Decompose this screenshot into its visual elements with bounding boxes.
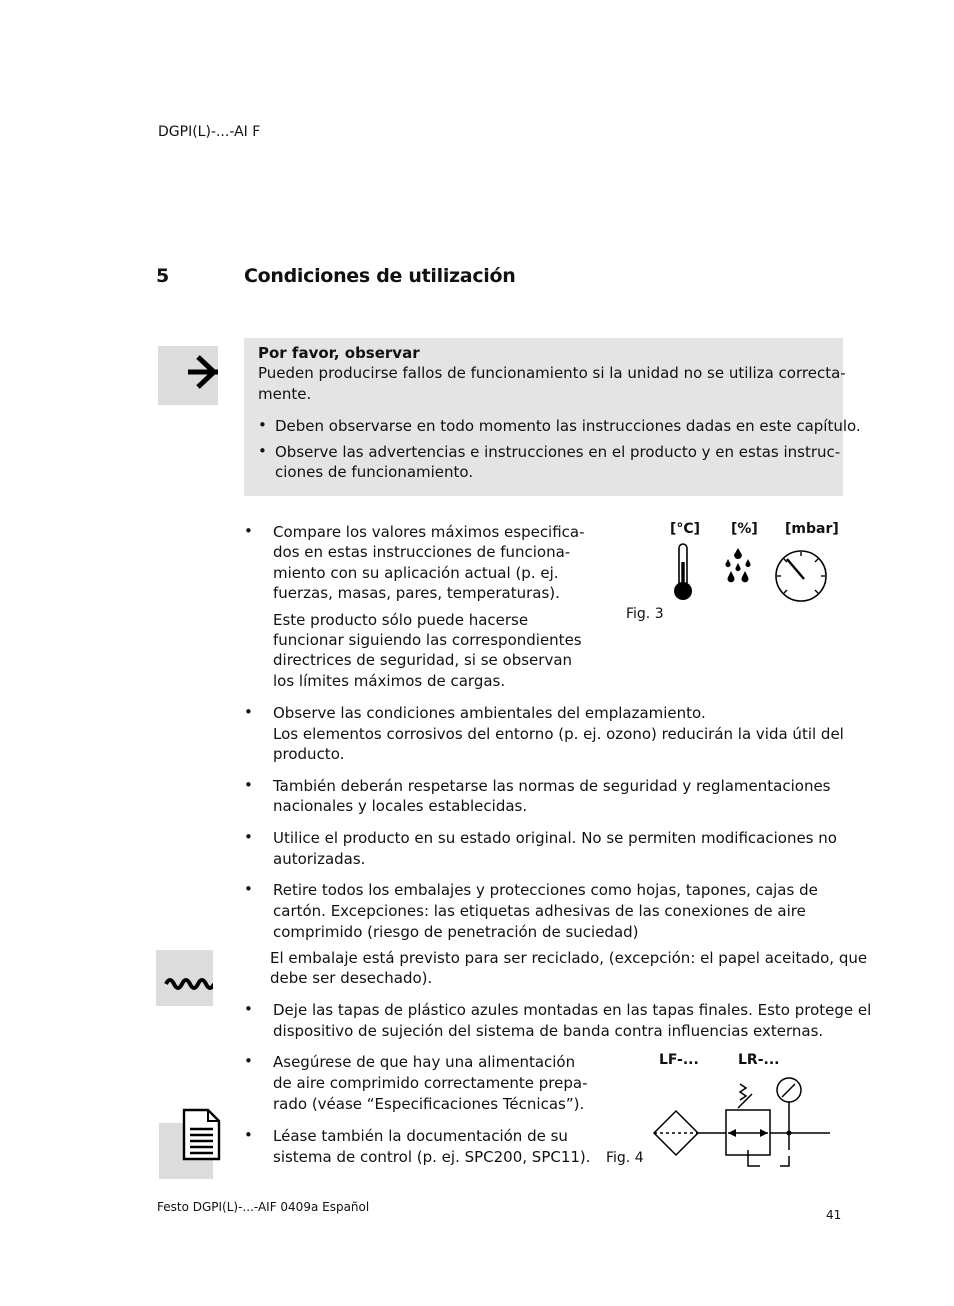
note-lead-line-1: Pueden producirse fallos de funcionamiento si la unidad no se utiliza correcta-: [258, 364, 846, 382]
humidity-drops-icon: [722, 546, 754, 590]
bullet-8-line-2: sistema de control (p. ej. SPC200, SPC11).: [273, 1148, 591, 1166]
bullet-1-line-2: dos en estas instrucciones de funciona-: [273, 543, 571, 561]
bullet-1-extra-line-2: funcionar siguiendo las correspondientes: [273, 631, 582, 649]
figure-4-label: Fig. 4: [606, 1150, 644, 1166]
note-bullet-2-line-2: ciones de funcionamiento.: [275, 463, 474, 481]
bullet-8-line-1: Léase también la documentación de su: [273, 1127, 568, 1145]
pressure-gauge-icon: [773, 548, 829, 608]
note-bullet-1: Deben observarse en todo momento las instrucciones dadas en este capítulo.: [275, 417, 861, 435]
humidity-unit-label: [%]: [731, 521, 758, 537]
bullet-marker: •: [244, 1052, 253, 1070]
bullet-2-line-2: Los elementos corrosivos del entorno (p. ej. ozono) reducirán la vida útil del: [273, 725, 844, 743]
bullet-2-line-1: Observe las condiciones ambientales del emplazamiento.: [273, 704, 706, 722]
bullet-marker: •: [244, 1000, 253, 1018]
bullet-1-line-4: fuerzas, masas, pares, temperaturas).: [273, 584, 560, 602]
bullet-marker: •: [244, 880, 253, 898]
bullet-marker: •: [244, 522, 253, 540]
document-code: DGPI(L)-...-AI F: [158, 124, 261, 140]
bullet-marker: •: [244, 828, 253, 846]
bullet-marker: •: [244, 776, 253, 794]
note-arrow-icon: [158, 346, 218, 405]
document-icon: [180, 1108, 222, 1166]
note-bullet-2-line-1: Observe las advertencias e instrucciones en el producto y en estas instruc-: [275, 443, 841, 461]
pressure-unit-label: [mbar]: [785, 521, 839, 537]
bullet-4-line-2: autorizadas.: [273, 850, 366, 868]
bullet-5-line-3: comprimido (riesgo de penetración de suciedad): [273, 923, 639, 941]
regulator-label: LR-...: [738, 1052, 780, 1068]
bullet-6-line-2: dispositivo de sujeción del sistema de banda contra influencias externas.: [273, 1022, 824, 1040]
footer-document-info: Festo DGPI(L)-...-AIF 0409a Español: [157, 1200, 370, 1214]
recycling-wave-icon: [156, 950, 213, 1006]
bullet-marker: •: [244, 1126, 253, 1144]
bullet-3-line-2: nacionales y locales establecidas.: [273, 797, 528, 815]
bullet-7-line-3: rado (véase “Especificaciones Técnicas”).: [273, 1095, 585, 1113]
environment-note-line-1: El embalaje está previsto para ser reciclado, (excepción: el papel aceitado, que: [270, 949, 868, 967]
temperature-unit-label: [°C]: [670, 521, 701, 537]
filter-label: LF-...: [659, 1052, 699, 1068]
thermometer-icon: [668, 542, 698, 608]
bullet-1-line-1: Compare los valores máximos especifica-: [273, 523, 585, 541]
bullet-marker: •: [244, 703, 253, 721]
bullet-5-line-1: Retire todos los embalajes y protecciones como hojas, tapones, cajas de: [273, 881, 818, 899]
note-title: Por favor, observar: [258, 344, 420, 362]
page-number: 41: [826, 1208, 842, 1222]
section-number: 5: [156, 265, 170, 287]
bullet-7-line-1: Asegúrese de que hay una alimentación: [273, 1053, 576, 1071]
bullet-5-line-2: cartón. Excepciones: las etiquetas adhesivas de las conexiones de aire: [273, 902, 806, 920]
figure-3-label: Fig. 3: [626, 606, 664, 622]
bullet-1-line-3: miento con su aplicación actual (p. ej.: [273, 564, 559, 582]
bullet-3-line-1: También deberán respetarse las normas de seguridad y reglamentaciones: [273, 777, 831, 795]
section-title: Condiciones de utilización: [244, 265, 516, 287]
bullet-1-extra-line-4: los límites máximos de cargas.: [273, 672, 506, 690]
bullet-1-extra-line-3: directrices de seguridad, si se observan: [273, 651, 573, 669]
bullet-2-line-3: producto.: [273, 745, 345, 763]
service-unit-diagram: [648, 1074, 834, 1176]
note-lead-line-2: mente.: [258, 385, 312, 403]
bullet-6-line-1: Deje las tapas de plástico azules montadas en las tapas finales. Esto protege el: [273, 1001, 872, 1019]
bullet-7-line-2: de aire comprimido correctamente prepa-: [273, 1074, 588, 1092]
bullet-4-line-1: Utilice el producto en su estado original. No se permiten modificaciones no: [273, 829, 837, 847]
environment-note-line-2: debe ser desechado).: [270, 969, 433, 987]
bullet-marker: •: [258, 416, 267, 434]
bullet-1-extra-line-1: Este producto sólo puede hacerse: [273, 611, 529, 629]
bullet-marker: •: [258, 442, 267, 460]
